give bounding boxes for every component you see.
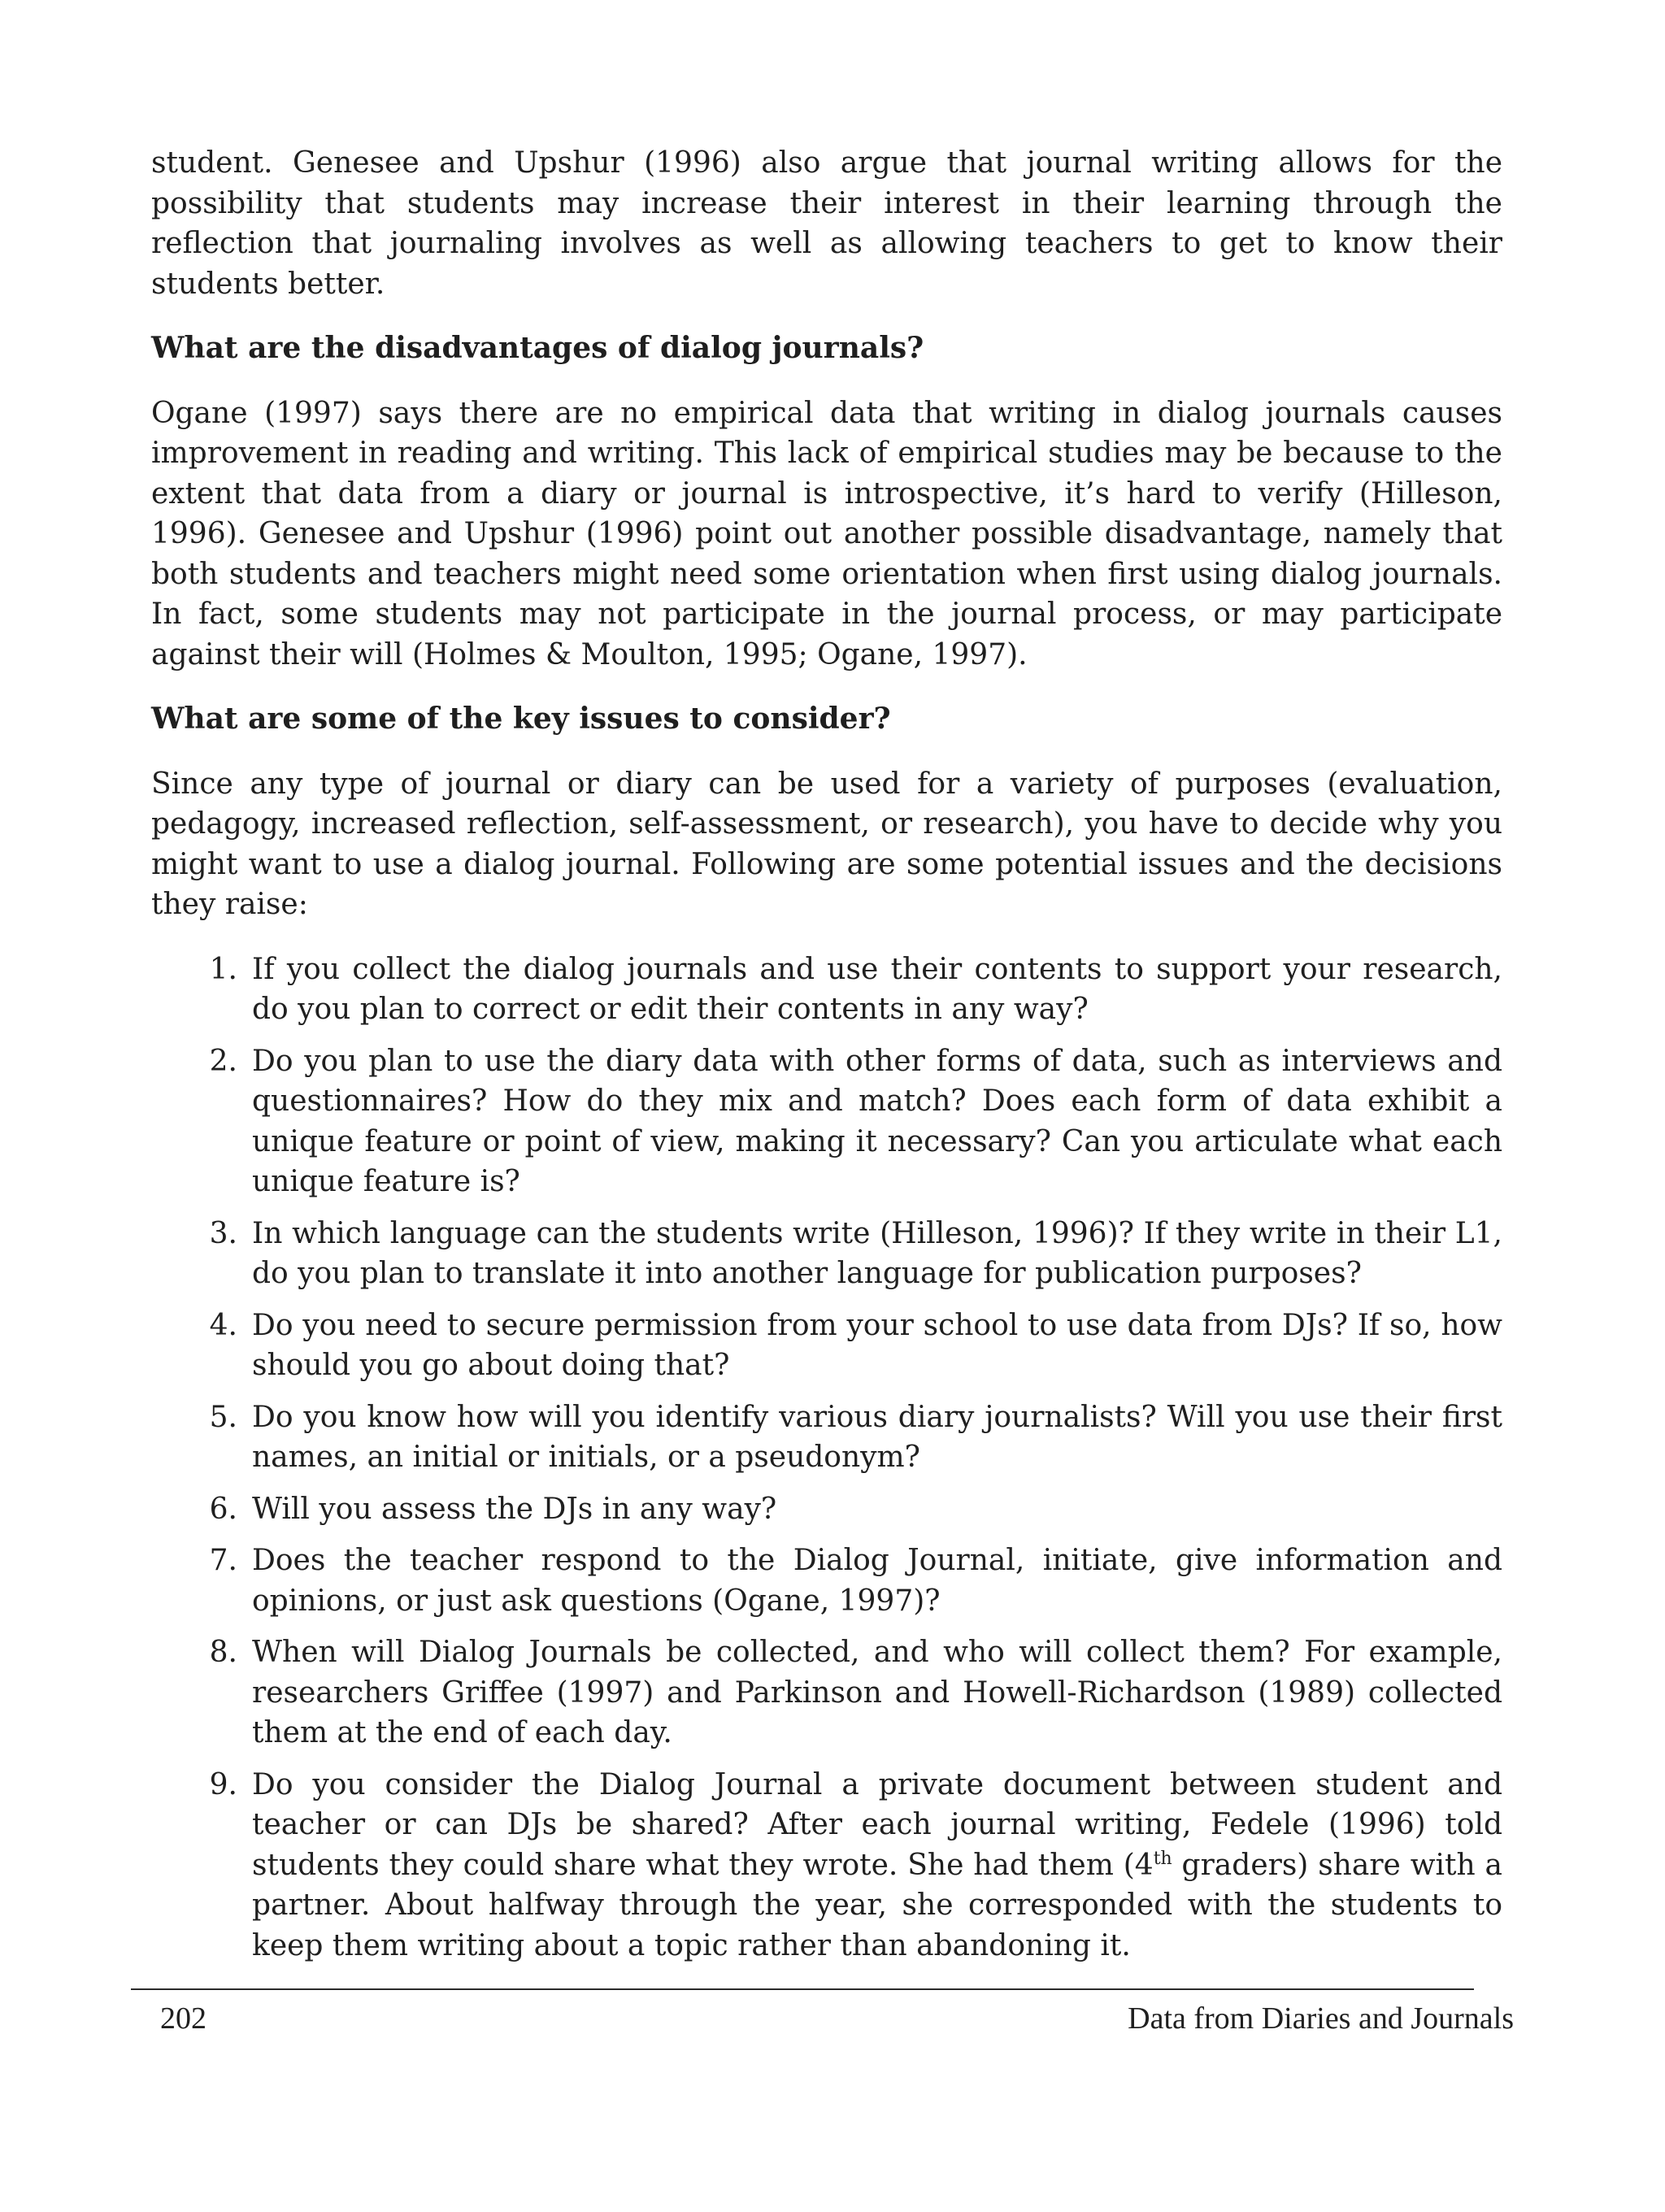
list-item-number: 3. bbox=[209, 1216, 237, 1250]
list-item-number: 5. bbox=[209, 1400, 237, 1434]
list-item-text: Will you assess the DJs in any way? bbox=[252, 1492, 777, 1526]
key-issues-paragraph: Since any type of journal or diary can be used for a variety of purposes (evaluation, pedagogy, increased reflection, self-assessment, or research), you have to decide why you might want to use a dialog journal. Following are some potential issues and the decisions they raise: bbox=[151, 767, 1502, 921]
page-content bbox=[151, 143, 1502, 1977]
list-item-text: Do you plan to use the diary data with other forms of data, such as interviews and questionnaires? How do they mix and match? Does each form of data exhibit a unique feature or point of view, making it necessary? Can you articulate what each unique feature is? bbox=[252, 1044, 1502, 1198]
page-number: 202 bbox=[160, 2001, 206, 2036]
list-item-number: 7. bbox=[209, 1544, 237, 1577]
list-item bbox=[151, 1632, 1502, 1754]
list-item bbox=[151, 1397, 1502, 1478]
list-item bbox=[151, 1041, 1502, 1202]
list-item bbox=[151, 1306, 1502, 1386]
running-title: Data from Diaries and Journals bbox=[1128, 2001, 1514, 2036]
issues-list bbox=[151, 950, 1502, 1966]
section-heading-disadvantages: What are the disadvantages of dialog journals? bbox=[151, 331, 924, 365]
list-item-number: 8. bbox=[209, 1636, 237, 1669]
list-item-text-part: Do you consider the Dialog Journal a private document between student and teacher or can DJs be shared? After each journal writing, Fedele (1996) told students they could share what they wrote. She had them (4 bbox=[252, 1767, 1502, 1882]
list-item-text: Does the teacher respond to the Dialog Journal, initiate, give information and opinions, or just ask questions (Ogane, 1997)? bbox=[252, 1544, 1502, 1618]
list-item-number: 4. bbox=[209, 1308, 237, 1342]
list-item bbox=[151, 1541, 1502, 1621]
list-item bbox=[151, 950, 1502, 1030]
list-item-number: 6. bbox=[209, 1492, 237, 1526]
list-item-number: 1. bbox=[209, 952, 237, 986]
footer-divider bbox=[131, 1988, 1474, 1990]
section-heading-key-issues: What are some of the key issues to consider? bbox=[151, 702, 891, 736]
list-item-text: If you collect the dialog journals and use their contents to support your research, do you plan to correct or edit their contents in any way? bbox=[252, 952, 1502, 1026]
list-item bbox=[151, 1765, 1502, 1966]
list-item-text: When will Dialog Journals be collected, and who will collect them? For example, researchers Griffee (1997) and Parkinson and Howell-Richardson (1989) collected them at the end of each day. bbox=[252, 1636, 1502, 1749]
list-item-text bbox=[252, 1765, 1502, 1966]
list-item-text: Do you know how will you identify various diary journalists? Will you use their first names, an initial or initials, or a pseudonym? bbox=[252, 1400, 1502, 1474]
disadvantages-paragraph: Ogane (1997) says there are no empirical data that writing in dialog journals causes improvement in reading and writing. This lack of empirical studies may be because to the extent that data from a diary or journal is introspective, it’s hard to verify (Hilleson, 1996). Genesee and Upshur (1996) point out another possible disadvantage, namely that both students and teachers might need some orientation when first using dialog journals. In fact, some students may not participate in the journal process, or may participate against their will (Holmes & Moulton, 1995; Ogane, 1997). bbox=[151, 396, 1502, 671]
list-item bbox=[151, 1214, 1502, 1294]
list-item-text: Do you need to secure permission from your school to use data from DJs? If so, how should you go about doing that? bbox=[252, 1308, 1502, 1382]
intro-paragraph: student. Genesee and Upshur (1996) also argue that journal writing allows for the possibility that students may increase their interest in their learning through the reflection that journaling involves as well as allowing teachers to get to know their students better. bbox=[151, 146, 1502, 301]
list-item-text-part: graders) share with a partner. About halfway through the year, she corresponded with the students to keep them writing about a topic rather than abandoning it. bbox=[252, 1848, 1502, 1962]
list-item-number: 2. bbox=[209, 1044, 237, 1078]
list-item-number: 9. bbox=[209, 1767, 237, 1801]
list-item-text: In which language can the students write (Hilleson, 1996)? If they write in their L1, do you plan to translate it into another language for publication purposes? bbox=[252, 1216, 1502, 1290]
list-item bbox=[151, 1489, 1502, 1530]
ordinal-superscript: th bbox=[1153, 1848, 1172, 1869]
